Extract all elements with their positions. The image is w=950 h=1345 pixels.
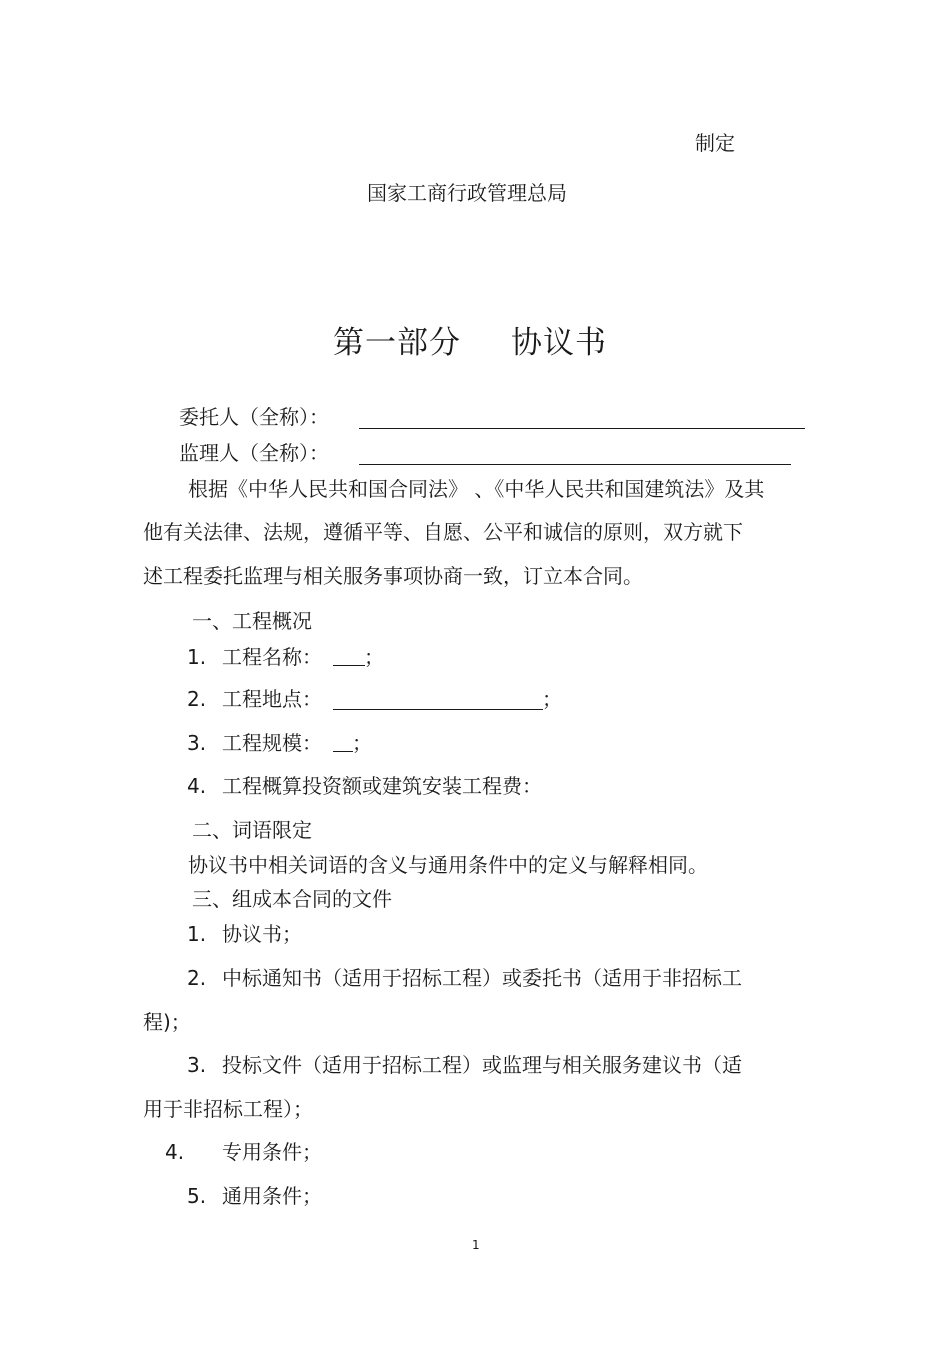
doc-5-text: 通用条件； <box>222 1184 322 1208</box>
doc-1-text: 协议书； <box>222 922 302 946</box>
item-3-number: 3. <box>187 731 207 755</box>
intro-line-2: 他有关法律、法规，遵循平等、自愿、公平和诚信的原则，双方就下 <box>143 520 743 544</box>
issuer-name: 国家工商行政管理总局 <box>367 181 567 205</box>
section-1-heading: 一、工程概况 <box>192 609 312 633</box>
doc-3-text: 投标文件（适用于招标工程）或监理与相关服务建议书（适 <box>222 1053 742 1077</box>
part-name: 协议书 <box>511 325 607 361</box>
doc-1-number: 1. <box>187 922 207 946</box>
item-4-number: 4. <box>187 774 207 798</box>
item-1-suffix: ； <box>364 645 384 669</box>
part-label: 第一部分 <box>333 325 461 361</box>
doc-2-number: 2. <box>187 966 207 990</box>
doc-3-number: 3. <box>187 1053 207 1077</box>
item-2-number: 2. <box>187 687 207 711</box>
section-2-heading: 二、词语限定 <box>192 818 312 842</box>
doc-5-number: 5. <box>187 1184 207 1208</box>
item-3-suffix: ； <box>352 731 372 755</box>
intro-line-3: 述工程委托监理与相关服务事项协商一致，订立本合同。 <box>143 564 643 588</box>
section-3-heading: 三、组成本合同的文件 <box>192 887 392 911</box>
item-2-label: 工程地点： <box>222 687 322 711</box>
item-1-number: 1. <box>187 645 207 669</box>
doc-3-continuation: 用于非招标工程）； <box>143 1097 313 1121</box>
item-4-label: 工程概算投资额或建筑安装工程费： <box>222 774 542 798</box>
intro-line-1: 根据《中华人民共和国合同法》 、《中华人民共和国建筑法》及其 <box>188 477 765 501</box>
item-1-label: 工程名称： <box>222 645 322 669</box>
doc-2-text: 中标通知书（适用于招标工程）或委托书（适用于非招标工 <box>222 966 742 990</box>
doc-4-text: 专用条件； <box>222 1140 322 1164</box>
item-3-label: 工程规模： <box>222 731 322 755</box>
supervisor-label: 监理人（全称）： <box>179 441 329 465</box>
doc-2-continuation: 程)； <box>143 1010 191 1034</box>
project-location-blank[interactable] <box>333 709 543 710</box>
supervisor-name-blank[interactable] <box>359 464 791 465</box>
made-by-label: 制定 <box>695 131 735 155</box>
project-scale-blank[interactable] <box>333 751 353 752</box>
client-label: 委托人（全称）： <box>179 405 329 429</box>
section-2-text: 协议书中相关词语的含义与通用条件中的定义与解释相同。 <box>188 853 708 877</box>
project-name-blank[interactable] <box>333 665 365 666</box>
item-2-suffix: ； <box>542 687 562 711</box>
client-name-blank[interactable] <box>359 428 805 429</box>
page-number: 1 <box>472 1238 480 1252</box>
doc-4-number: 4. <box>165 1140 185 1164</box>
